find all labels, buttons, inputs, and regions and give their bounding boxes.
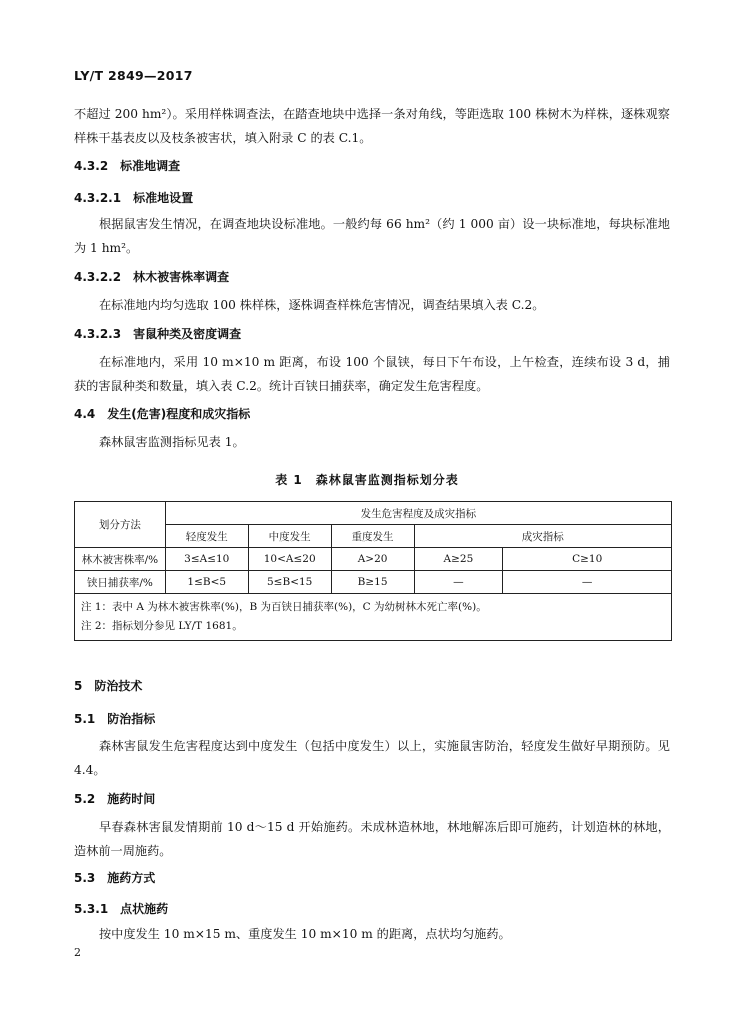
paragraph-5-3-1: 按中度发生 10 m×15 m、重度发生 10 m×10 m 的距离，点状均匀施药。 [99, 927, 511, 941]
heading-4-3-2-2: 4.3.2.2 林木被害株率调查 [74, 270, 230, 284]
row-label: 铗日捕获率/% [75, 571, 166, 594]
table-notes [75, 594, 672, 641]
heading-5-2: 5.2 施药时间 [74, 792, 156, 806]
cell-disaster-a: — [414, 571, 503, 594]
table-note-1: 注 1：表中 A 为林木被害株率(%)，B 为百铗日捕获率(%)，C 为幼树林木死亡率(%)。 [81, 601, 487, 613]
page-number: 2 [74, 946, 81, 959]
paragraph-5-2: 早春森林害鼠发情期前 10 d～15 d 开始施药。未成林造林地，林地解冻后即可施药，计划造林的林地，造林前一周施药。 [74, 820, 670, 858]
paragraph-4-4: 森林鼠害监测指标见表 1。 [99, 435, 245, 449]
cell-light: 1≤B<5 [165, 571, 248, 594]
paragraph-4-3-2-2: 在标准地内均匀选取 100 株样株，逐株调查样株危害情况，调查结果填入表 C.2。 [99, 298, 545, 312]
table-row [75, 571, 672, 594]
cell-heavy: B≥15 [331, 571, 414, 594]
table-header-heavy: 重度发生 [331, 525, 414, 548]
table-header-group: 发生危害程度及成灾指标 [165, 502, 671, 525]
table-header-method: 划分方法 [75, 502, 166, 548]
paragraph-continuation: 不超过 200 hm²）。采用样株调查法，在踏查地块中选择一条对角线，等距选取 100 株树木为样株，逐株观察样株干基表皮以及枝条被害状，填入附录 C 的表 C.1。 [74, 107, 670, 145]
table-row [75, 548, 672, 571]
cell-disaster-c: C≥10 [503, 548, 672, 571]
table-header-medium: 中度发生 [248, 525, 331, 548]
paragraph-4-3-2-3: 在标准地内，采用 10 m×10 m 距离，布设 100 个鼠铗，每日下午布设，上午检查，连续布设 3 d，捕获的害鼠种类和数量，填入表 C.2。统计百铗日捕获率，确定发生危害程度。 [74, 355, 670, 393]
cell-heavy: A>20 [331, 548, 414, 571]
paragraph-5-1: 森林害鼠发生危害程度达到中度发生（包括中度发生）以上，实施鼠害防治，轻度发生做好早期预防。见 4.4。 [74, 739, 670, 777]
cell-light: 3≤A≤10 [165, 548, 248, 571]
heading-4-3-2: 4.3.2 标准地调查 [74, 159, 181, 173]
heading-5-1: 5.1 防治指标 [74, 712, 156, 726]
heading-5: 5 防治技术 [74, 679, 143, 693]
heading-5-3-1: 5.3.1 点状施药 [74, 902, 169, 916]
cell-disaster-a: A≥25 [414, 548, 503, 571]
table-note-2: 注 2：指标划分参见 LY/T 1681。 [81, 620, 243, 632]
document-code-header: LY/T 2849—2017 [74, 68, 193, 83]
row-label: 林木被害株率/% [75, 548, 166, 571]
indicator-table [74, 501, 672, 641]
table-caption: 表 1 森林鼠害监测指标划分表 [275, 473, 459, 487]
cell-medium: 10<A≤20 [248, 548, 331, 571]
heading-4-3-2-1: 4.3.2.1 标准地设置 [74, 191, 194, 205]
table-header-disaster: 成灾指标 [414, 525, 672, 548]
cell-medium: 5≤B<15 [248, 571, 331, 594]
paragraph-4-3-2-1: 根据鼠害发生情况，在调查地块设标准地。一般约每 66 hm²（约 1 000 亩）设一块标准地，每块标准地为 1 hm²。 [74, 217, 670, 255]
heading-4-4: 4.4 发生(危害)程度和成灾指标 [74, 407, 251, 421]
cell-disaster-c: — [503, 571, 672, 594]
heading-5-3: 5.3 施药方式 [74, 871, 156, 885]
table-header-light: 轻度发生 [165, 525, 248, 548]
heading-4-3-2-3: 4.3.2.3 害鼠种类及密度调查 [74, 327, 242, 341]
